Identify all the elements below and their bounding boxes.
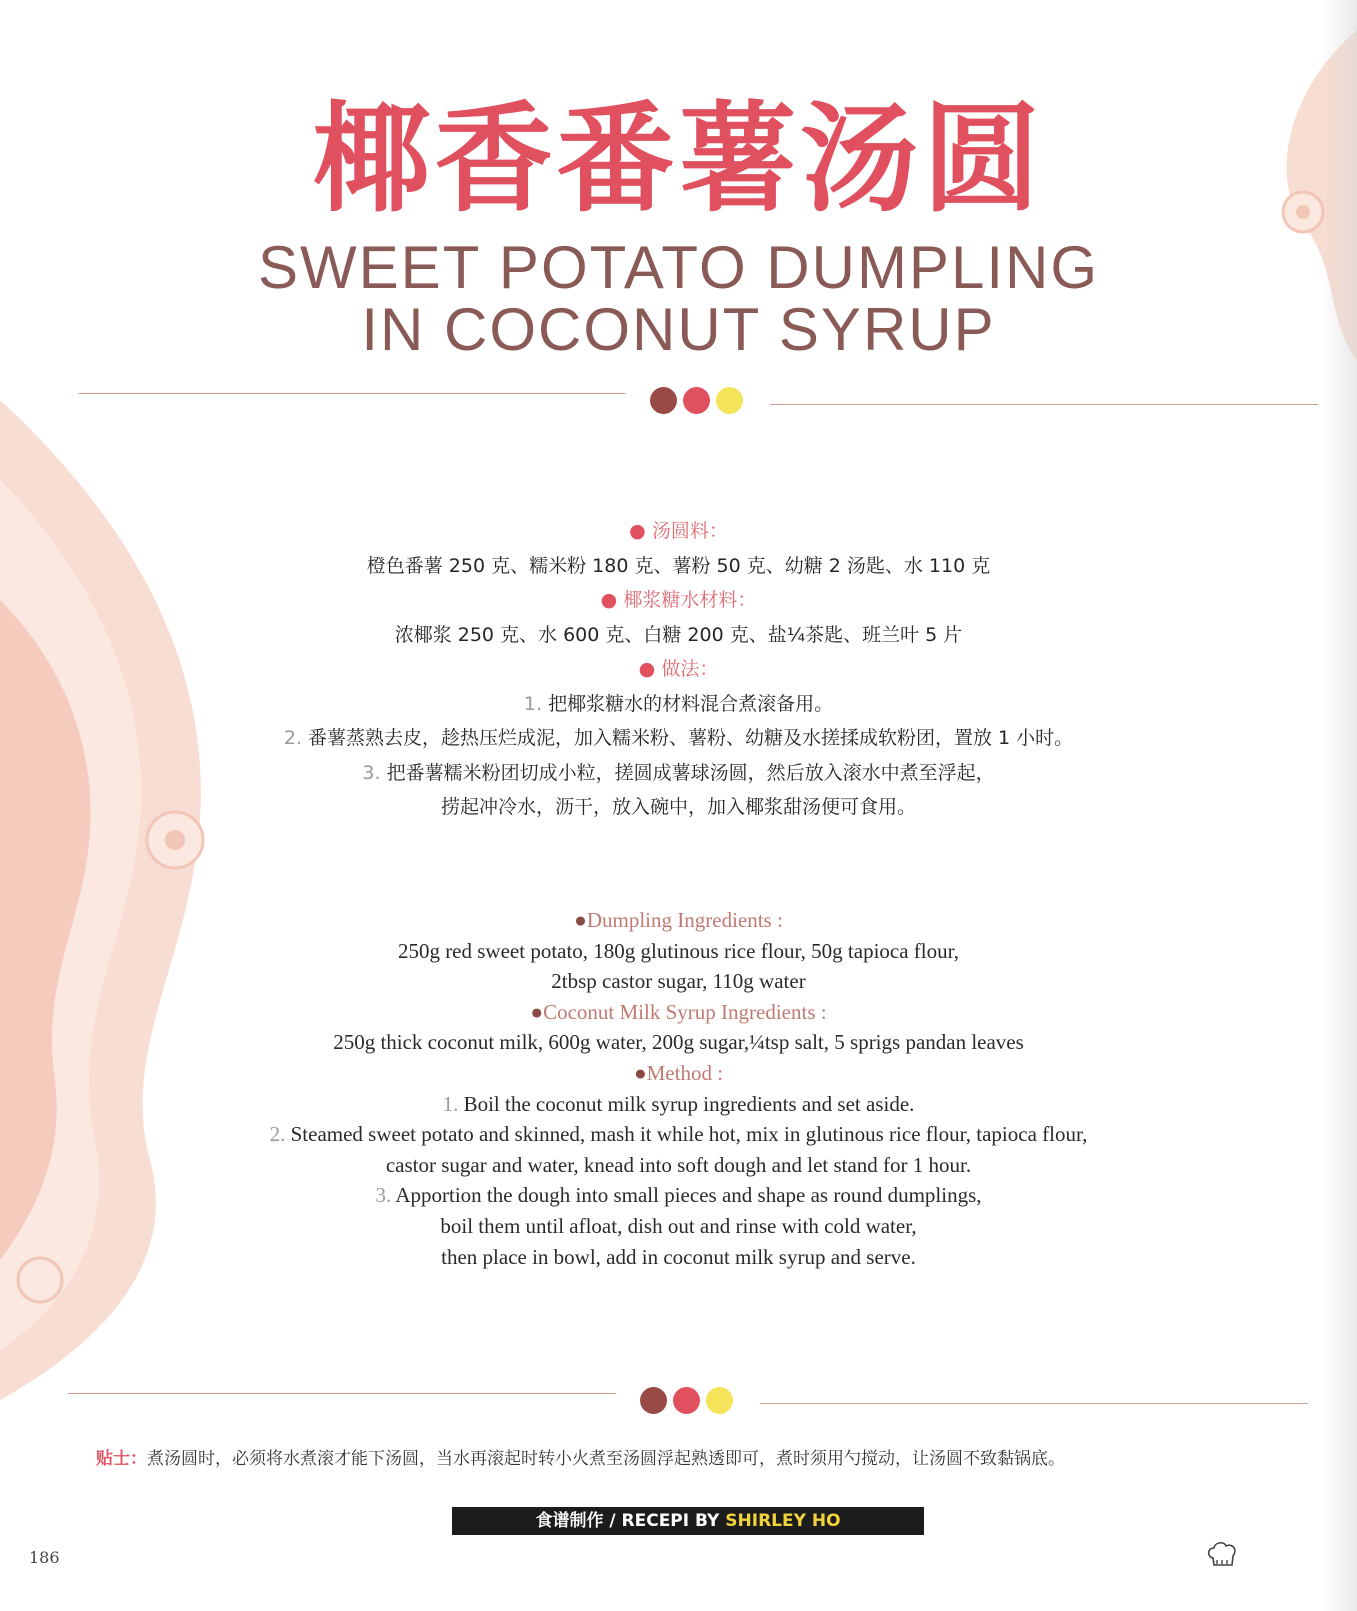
chinese-recipe (0, 514, 1357, 825)
step-text: 番薯蒸熟去皮，趁热压烂成泥，加入糯米粉、薯粉、幼糖及水搓揉成软粉团，置放 1 小时。 (308, 727, 1074, 749)
cn-step-2 (0, 721, 1357, 756)
recipe-credit (452, 1507, 924, 1535)
cn-dumpling-heading: 汤圆料： (651, 520, 728, 542)
credit-prefix: 食谱制作 / RECEPI BY (535, 1511, 726, 1531)
bullet-icon: ● (530, 999, 544, 1024)
title-english-line2: IN COCONUT SYRUP (361, 296, 996, 363)
en-syrup-heading-row (0, 997, 1357, 1028)
cn-step-3 (0, 756, 1357, 791)
en-step-3-cont-1: boil them until afloat, dish out and rinse with cold water, (440, 1213, 917, 1238)
cn-dumpling-items: 橙色番薯 250 克、糯米粉 180 克、薯粉 50 克、幼糖 2 汤匙、水 110 克 (366, 554, 991, 577)
top-divider-right (770, 404, 1318, 405)
bullet-icon: ● (629, 520, 646, 542)
step-number: 1. (523, 692, 543, 715)
step-number: 3. (375, 1183, 392, 1208)
top-divider-dots (650, 387, 743, 414)
step-text: Steamed sweet potato and skinned, mash it while hot, mix in glutinous rice flour, tapioca flour, (290, 1122, 1088, 1147)
en-method-heading: Method : (646, 1060, 724, 1085)
yellow-dot (716, 387, 743, 414)
title-english-line1: SWEET POTATO DUMPLING (258, 234, 1099, 301)
step-text: 把椰浆糖水的材料混合煮滚备用。 (548, 692, 834, 715)
en-dumpling-items-1: 250g red sweet potato, 180g glutinous rice flour, 50g tapioca flour, (397, 938, 960, 963)
tip-text: 煮汤圆时，必须将水煮滚才能下汤圆，当水再滚起时转小火煮至汤圆浮起熟透即可，煮时须用勺搅动，让汤圆不致黏锅底。 (147, 1449, 1065, 1469)
bullet-icon: ● (600, 589, 618, 611)
cn-syrup-heading: 椰浆糖水材料： (623, 589, 757, 611)
en-step-2 (0, 1119, 1357, 1150)
cn-dumpling-heading-row (0, 514, 1357, 549)
red-dot (673, 1387, 700, 1414)
step-number: 2. (283, 727, 302, 749)
step-number: 2. (269, 1122, 286, 1147)
en-step-2-cont: castor sugar and water, knead into soft dough and let stand for 1 hour. (385, 1152, 972, 1177)
credit-name: SHIRLEY HO (725, 1511, 841, 1531)
tip-label: 贴士： (96, 1449, 147, 1469)
brown-dot (650, 387, 677, 414)
english-recipe (0, 905, 1357, 1272)
en-dumpling-items-2: 2tbsp castor sugar, 110g water (551, 969, 806, 994)
en-dumpling-heading: Dumpling Ingredients : (586, 908, 783, 932)
bottom-divider-right (760, 1403, 1308, 1404)
bottom-divider-dots (640, 1387, 733, 1414)
title-chinese: 椰香番薯汤圆 (312, 90, 1045, 228)
step-text: Boil the coconut milk syrup ingredients and set aside. (463, 1091, 915, 1116)
en-step-3-cont-2: then place in bowl, add in coconut milk syrup and serve. (441, 1244, 916, 1269)
en-step-3 (0, 1180, 1357, 1211)
cn-step-1 (0, 687, 1357, 722)
step-text: Apportion the dough into small pieces and shape as round dumplings, (395, 1183, 982, 1208)
bullet-icon: ● (638, 658, 656, 680)
en-dumpling-heading-row (0, 905, 1357, 936)
en-syrup-heading: Coconut Milk Syrup Ingredients : (543, 999, 827, 1024)
bullet-icon: ● (574, 908, 587, 932)
en-step-1 (0, 1089, 1357, 1120)
cn-step-3-cont: 捞起冲冷水，沥干，放入碗中，加入椰浆甜汤便可食用。 (440, 796, 916, 818)
chef-hat-icon (1205, 1538, 1239, 1572)
step-number: 1. (442, 1091, 459, 1116)
red-dot (683, 387, 710, 414)
tip (96, 1444, 1296, 1469)
bullet-icon: ● (633, 1060, 647, 1085)
cn-method-heading: 做法： (661, 658, 719, 680)
cn-method-heading-row (0, 652, 1357, 687)
page-number: 186 (29, 1548, 60, 1567)
step-number: 3. (362, 761, 381, 784)
en-method-heading-row (0, 1058, 1357, 1089)
en-syrup-items: 250g thick coconut milk, 600g water, 200g sugar,¼tsp salt, 5 sprigs pandan leaves (333, 1030, 1024, 1055)
cn-syrup-heading-row (0, 583, 1357, 618)
cn-syrup-items: 浓椰浆 250 克、水 600 克、白糖 200 克、盐¼茶匙、班兰叶 5 片 (394, 623, 963, 646)
top-divider-left (78, 393, 626, 394)
step-text: 把番薯糯米粉团切成小粒，搓圆成薯球汤圆，然后放入滚水中煮至浮起， (386, 761, 995, 784)
brown-dot (640, 1387, 667, 1414)
bottom-divider-left (68, 1393, 616, 1394)
yellow-dot (706, 1387, 733, 1414)
